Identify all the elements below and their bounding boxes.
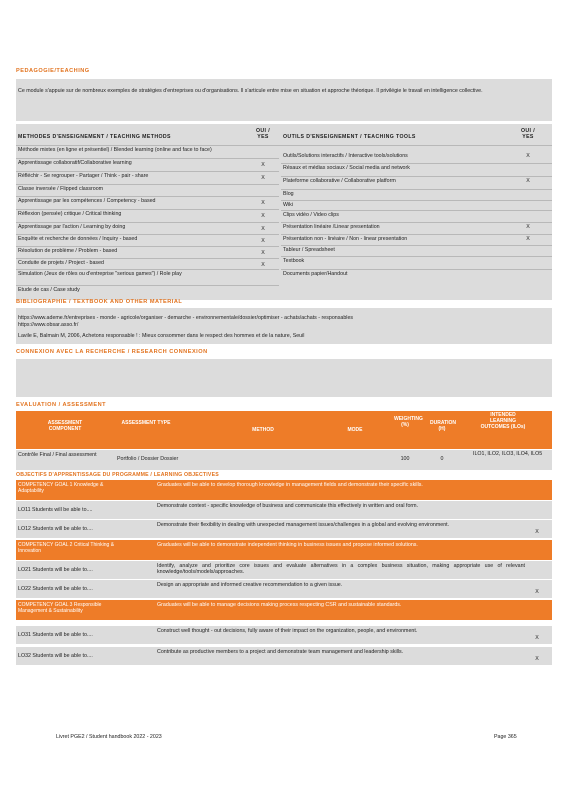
learning-objective-mark: X — [535, 589, 539, 595]
bibliography-line-3: Lavile E, Balmain M, 2006, Achetons responsable ! : Mieux consommer dans le respect des hommes et de la nature, Seuil — [18, 333, 305, 339]
assessment-type-header: ASSESSMENT TYPE — [121, 420, 171, 426]
learning-objective-description: Contribute as productive members to a project and demonstrate team management and leadership skills. — [157, 649, 404, 655]
assessment-type-value: Portfolio / Dossier Dossier — [117, 456, 179, 462]
tool-label: Résaux et médias sociaux / Social media and network — [283, 165, 410, 171]
tool-label: Textbook — [283, 258, 305, 264]
method-mark: X — [261, 175, 265, 181]
tool-label: Blog — [283, 191, 294, 197]
methods-divider — [16, 145, 552, 146]
method-label: Conduite de projets / Project - based — [18, 260, 104, 266]
competency-goal-description: Graduates will be able to manage decisions making process respecting CSR and sustainable standards. — [157, 602, 402, 608]
methods-yes-header: OUI / YES — [255, 128, 271, 140]
method-label: Résolution de problème / Problem - based — [18, 248, 118, 254]
learning-objective-mark: X — [535, 529, 539, 535]
method-mark: X — [261, 162, 265, 168]
duration-header: DURATION (H) — [430, 420, 457, 432]
learning-objective-description: Design an appropriate and informed creative recommendation to a given issue. — [157, 582, 343, 588]
evaluation-title: EVALUATION / ASSESSMENT — [16, 402, 107, 408]
tools-row-divider — [281, 176, 552, 177]
bibliography-line-1: https://www.ademe.fr/entreprises - monde - agricole/organiser - demarche - environnementale/dossier/optimiser - achats/achats - responsables — [18, 315, 354, 321]
tool-mark: X — [526, 224, 530, 230]
learning-objective-code: LO11 Students will be able to.... — [18, 507, 93, 513]
method-label: Classe inversée / Flipped classroom — [18, 186, 104, 192]
learning-objective-code: LO12 Students will be able to.... — [18, 526, 93, 532]
method-header: METHOD — [252, 427, 274, 433]
methods-row-divider — [16, 209, 279, 210]
tool-mark: X — [526, 153, 530, 159]
tools-row-divider — [281, 189, 552, 190]
bibliography-title: BIBLIOGRAPHIE / TEXTBOOK AND OTHER MATERIAL — [16, 299, 183, 305]
learning-objective-code: LO32 Students will be able to.... — [18, 653, 93, 659]
footer-page: Page 365 — [494, 734, 517, 740]
tool-label: Présentation non - linéaire / Non - linear presentation — [283, 236, 408, 242]
method-label: Etude de cas / Case study — [18, 287, 80, 293]
learning-objective-code: LO21 Students will be able to.... — [18, 567, 93, 573]
tools-row-divider — [281, 234, 552, 235]
footer-left: Livret PGE2 / Student handbook 2022 - 2023 — [56, 734, 162, 740]
tool-label: Tableur / Spreadsheet — [283, 247, 335, 253]
tool-label: Présentation linéaire /Linear presentation — [283, 224, 380, 230]
methods-header: METHODES D'ENSEIGNEMENT / TEACHING METHODS — [18, 134, 171, 140]
tool-label: Plateforme collaborative / Collaborative platform — [283, 178, 396, 184]
method-label: Méthode mixtes (en ligne et présentiel) / Blended learning (online and face to face) — [18, 147, 212, 153]
method-label: Réflexion (pensée) critique / Critical thinking — [18, 211, 122, 217]
tools-row-divider — [281, 222, 552, 223]
method-label: Réfléchir - Se regrouper - Partager / Think - pair - share — [18, 173, 149, 179]
method-label: Enquête et recherche de données / Inquiry - based — [18, 236, 138, 242]
ilos-value: ILO1, ILO2, ILO3, ILO4, ILO5 — [473, 451, 543, 457]
learning-objective-description: Identify, analyze and prioritize core issues and evaluate alternatives in a complex business situation, making appropriate use of relevant knowledge/tools/models/approaches. — [157, 563, 525, 576]
tool-label: Wiki — [283, 202, 294, 208]
tools-row-divider — [281, 269, 552, 270]
methods-row-divider — [16, 196, 279, 197]
tool-label: Clips vidéo / Video clips — [283, 212, 339, 218]
tools-row-divider — [281, 256, 552, 257]
method-mark: X — [261, 213, 265, 219]
tool-mark: X — [526, 236, 530, 242]
methods-row-divider — [16, 246, 279, 247]
assessment-component-value: Contrôle Final / Final assessment — [18, 452, 97, 458]
learning-objective-description: Demonstrate their flexibility in dealing with unexpected management issues/challenges in a global and evolving environment. — [157, 522, 450, 528]
research-title: CONNEXION AVEC LA RECHERCHE / RESEARCH CONNEXION — [16, 349, 208, 355]
learning-objective-mark: X — [535, 656, 539, 662]
methods-row-divider — [16, 269, 279, 270]
methods-row-divider — [16, 285, 279, 286]
tool-label: Documents papier/Handout — [283, 271, 348, 277]
methods-row-divider — [16, 222, 279, 223]
tools-row-divider — [281, 210, 552, 211]
competency-goal-description: Graduates will be able to demonstrate independent thinking in business issues and propose informed solutions. — [157, 542, 418, 548]
pedagogy-text: Ce module s'appuie sur de nombreux exemples de stratégies d'entreprises ou d'organisations. Il s'articule entre mise en situation et approche théorique. Il privilégie le travail en intelligence collective. — [18, 88, 483, 94]
method-mark: X — [261, 238, 265, 244]
methods-row-divider — [16, 158, 279, 159]
competency-goal-label: COMPETENCY GOAL 3 Responsible Management & Sustainability — [18, 602, 102, 614]
methods-row-divider — [16, 234, 279, 235]
tools-row-divider — [281, 163, 552, 164]
bibliography-line-2: https://www.obsar.asso.fr/ — [18, 322, 79, 328]
research-box — [16, 359, 552, 397]
methods-row-divider — [16, 184, 279, 185]
pedagogy-title: PEDAGOGIE/TEACHING — [16, 68, 90, 74]
mode-header: MODE — [347, 427, 363, 433]
method-label: Apprentissage collaboratif/Collaborative learning — [18, 160, 132, 166]
method-label: Apprentissage par les compétences / Competency - based — [18, 198, 156, 204]
learning-objective-code: LO22 Students will be able to.... — [18, 586, 93, 592]
methods-row-divider — [16, 171, 279, 172]
weighting-header: WEIGHTING (%) — [394, 416, 423, 428]
tools-header: OUTILS D'ENSEIGNEMENT / TEACHING TOOLS — [283, 134, 416, 140]
learning-objective-mark: X — [535, 635, 539, 641]
method-mark: X — [261, 250, 265, 256]
weighting-value: 100 — [400, 456, 410, 462]
tool-label: Outils/Solutions interactifs / Interactive tools/solutions — [283, 153, 408, 159]
method-label: Simulation (Jeux de rôles ou d'entreprise "serious games") / Role play — [18, 271, 182, 277]
competency-goal-label: COMPETENCY GOAL 2 Critical Thinking & Innovation — [18, 542, 115, 554]
tools-row-divider — [281, 245, 552, 246]
ilos-header: INTENDED LEARNING OUTCOMES (ILOs) — [480, 412, 526, 430]
pedagogy-box — [16, 79, 552, 121]
evaluation-header-row — [16, 411, 552, 449]
methods-row-divider — [16, 258, 279, 259]
tools-row-divider — [281, 200, 552, 201]
learning-objective-code: LO31 Students will be able to.... — [18, 632, 93, 638]
competency-goal-label: COMPETENCY GOAL 1 Knowledge & Adaptability — [18, 482, 104, 494]
learning-objective-description: Construct well thought - out decisions, fully aware of their impact on the organization, people, and environment. — [157, 628, 418, 634]
tools-yes-header: OUI / YES — [520, 128, 536, 140]
learning-objective-description: Demonstrate context - specific knowledge of business and communicate this effectively in written and oral form. — [157, 503, 419, 509]
method-mark: X — [261, 200, 265, 206]
tool-mark: X — [526, 178, 530, 184]
method-mark: X — [261, 226, 265, 232]
assessment-component-header: ASSESSMENT COMPONENT — [47, 420, 83, 432]
method-mark: X — [261, 262, 265, 268]
competency-goal-description: Graduates will be able to develop thorough knowledge in management fields and demonstrate their specific skills. — [157, 482, 423, 488]
objectives-title: OBJECTIFS D'APPRENTISSAGE DU PROGRAMME / LEARNING OBJECTIVES — [16, 472, 219, 478]
method-label: Apprentissage par l'action / Learning by doing — [18, 224, 126, 230]
duration-value: 0 — [440, 456, 444, 462]
